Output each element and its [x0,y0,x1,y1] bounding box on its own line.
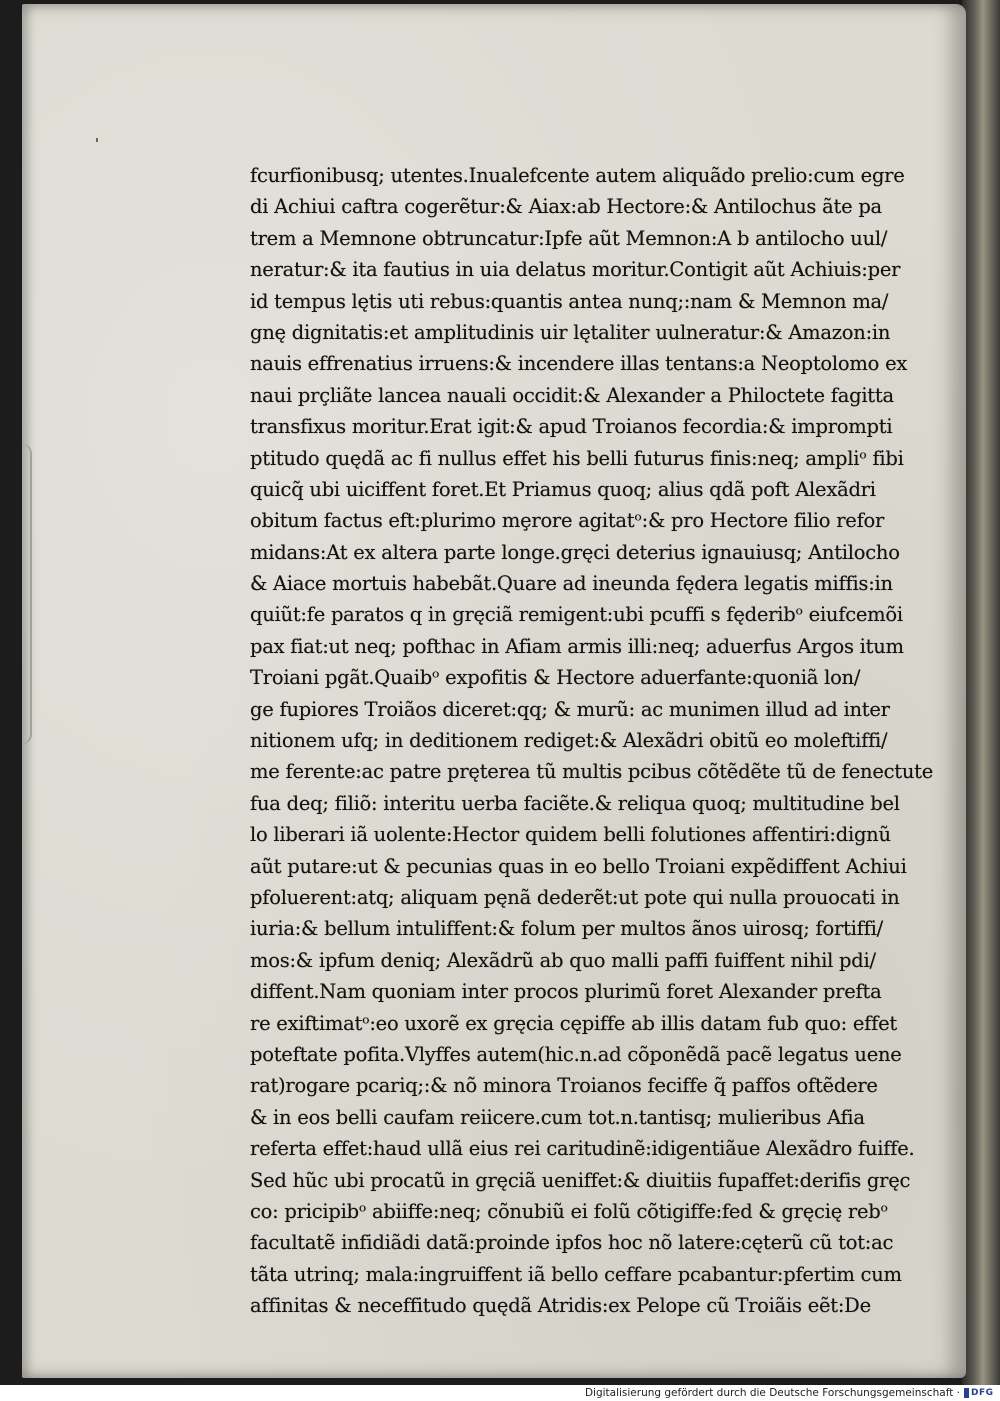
text-line: referta effet:haud ullã eius rei caritudinẽ:idigentiãue Alexãdro fuiffe. [250,1137,915,1161]
text-line: me ferente:ac patre pręterea tũ multis pcibus cõtẽdẽte tũ de fenectute [250,760,934,784]
text-line: tãta utrinq; mala:ingruiffent iã bello ceffare pcabantur:pfertim cum [250,1262,902,1286]
dfg-logo-mark-icon [964,1388,969,1398]
text-line: re exiftimatᵒ:eo uxorẽ ex gręcia cępiffe ab illis datam fub quo: effet [250,1011,897,1035]
text-line: rat)rogare pcariq;:& nõ minora Troianos feciffe q̃ paffos oftẽdere [250,1074,878,1098]
text-line: & in eos belli caufam reiicere.cum tot.n.tantisq; mulieribus Afia [250,1105,865,1129]
text-line: quicq̃ ubi uiciffent foret.Et Priamus quoq; alius qdã poft Alexãdri [250,477,876,501]
text-line: diffent.Nam quoniam inter procos plurimũ foret Alexander prefta [250,980,882,1004]
text-line: trem a Memnone obtruncatur:Ipfe aũt Memnon:A b antilocho uul/ [250,226,888,250]
text-line: lo liberari iã uolente:Hector quidem belli folutiones affentiri:dignũ [250,823,891,847]
text-line: poteftate pofita.Vlyffes autem(hic.n.ad cõponẽdã pacẽ legatus uene [250,1042,902,1066]
text-line: aũt putare:ut & pecunias quas in eo bello Troiani expẽdiffent Achiui [250,854,907,878]
text-line: Troiani pgãt.Quaibᵒ expofitis & Hectore aduerfante:quoniã lon/ [250,666,861,690]
book-spine [962,0,1000,1385]
dfg-logo [964,1387,996,1399]
text-line: co: pricipibᵒ abiiffe:neq; cõnubiũ ei folũ cõtigiffe:fed & gręcię rebᵒ [250,1199,888,1223]
text-line: ptitudo quędã ac fi nullus effet his belli futurus finis:neq; ampliᵒ fibi [250,446,904,470]
text-line: nauis effrenatius irruens:& incendere illas tentans:a Neoptolomo ex [250,352,908,376]
text-line: affinitas & neceffitudo quędã Atridis:ex Pelope cũ Troiãis eẽt:De [250,1294,871,1318]
funding-credit: Digitalisierung gefördert durch die Deutsche Forschungsgemeinschaft · [584,1387,960,1399]
text-line: mos:& ipfum deniq; Alexãdrũ ab quo malli paffi fuiffent nihil pdi/ [250,948,876,972]
text-line: fcurfionibusq; utentes.Inualefcente autem aliquãdo prelio:cum egre [250,164,905,187]
text-line: & Aiace mortuis habebãt.Quare ad ineunda fędera legatis miffis:in [250,572,893,596]
text-line: gnę dignitatis:et amplitudinis uir lętaliter uulneratur:& Amazon:in [250,320,891,344]
text-line: nitionem ufq; in deditionem rediget:& Alexãdri obitũ eo moleftiffi/ [250,729,888,753]
dfg-logo-text: DFG [971,1388,994,1398]
footer-bar [0,1385,1000,1401]
text-line: Sed hũc ubi procatũ in gręciã ueniffet:& diuitiis fupaffet:derifis gręc [250,1168,911,1192]
text-line: iuria:& bellum intuliffent:& folum per multos ãnos uirosq; fortiffi/ [250,917,883,941]
printed-text-block [250,160,934,1321]
text-line: obitum factus eft:plurimo mȩrore agitatᵒ:& pro Hectore filio refor [250,509,885,533]
text-line: pfoluerent:atq; aliquam pęnã dederẽt:ut pote qui nulla prouocati in [250,885,900,909]
page-fold-shadow [22,444,32,744]
text-line: facultatẽ infidiãdi datã:proinde ipfos hoc nõ latere:cęterũ cũ tot:ac [250,1231,894,1255]
text-line: quiũt:fe paratos q in gręciã remigent:ubi pcuffi s fęderibᵒ eiufcemõi [250,603,903,627]
text-line: naui prçliãte lancea nauali occidit:& Alexander a Philoctete fagitta [250,383,894,407]
text-line: ge fupiores Troiãos diceret:qq; & murũ: ac munimen illud ad inter [250,697,890,721]
text-line: id tempus lętis uti rebus:quantis antea nunq;:nam & Memnon ma/ [250,289,889,313]
text-line: pax fiat:ut neq; pofthac in Afiam armis illi:neq; aduerfus Argos itum [250,634,904,658]
text-line: di Achiui caftra cogerẽtur:& Aiax:ab Hectore:& Antilochus ãte pa [250,195,882,219]
text-line: fua deq; filiõ: interitu uerba faciẽte.& reliqua quoq; multitudine bel [250,791,900,815]
page-mark [96,138,98,142]
text-line: neratur:& ita fautius in uia delatus moritur.Contigit aũt Achiuis:per [250,258,901,282]
text-line: midans:At ex altera parte longe.gręci deterius ignauiusq; Antilocho [250,540,900,564]
text-line: transfixus moritur.Erat igit:& apud Troianos fecordia:& imprompti [250,415,893,439]
